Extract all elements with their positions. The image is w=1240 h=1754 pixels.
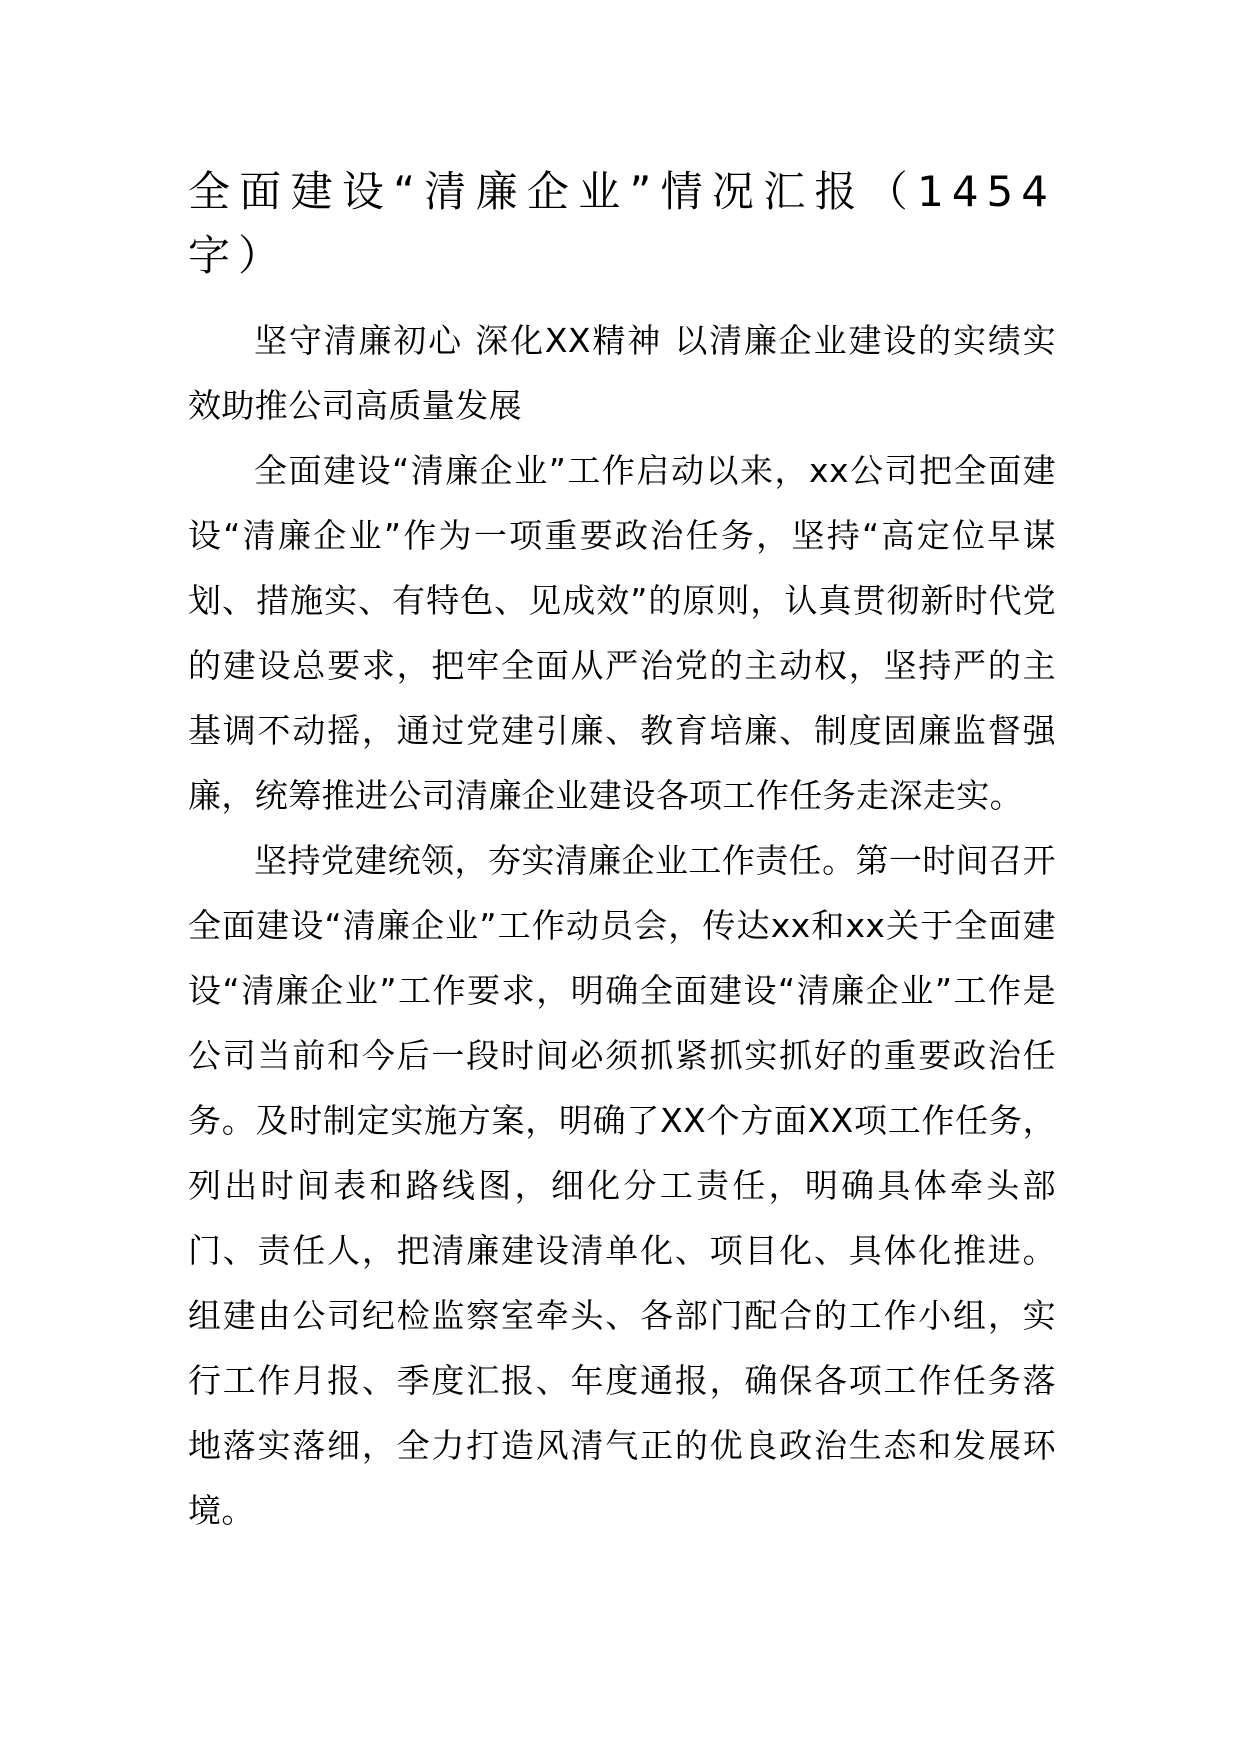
body-paragraph: 坚持党建统领，夯实清廉企业工作责任。第一时间召开全面建设“清廉企业”工作动员会，传达xx和xx关于全面建设“清廉企业”工作要求，明确全面建设“清廉企业”工作是公司当前和今后一段时间必须抓紧抓实抓好的重要政治任务。及时制定实施方案，明确了XX个方面XX项工作任务，列出时间表和路线图，细化分工责任，明确具体牵头部门、责任人，把清廉建设清单化、项目化、具体化推进。组建由公司纪检监察室牵头、各部门配合的工作小组，实行工作月报、季度汇报、年度通报，确保各项工作任务落地落实落细，全力打造风清气正的优良政治生态和发展环境。 — [188, 841, 1056, 1530]
intro-paragraph: 全面建设“清廉企业”工作启动以来，xx公司把全面建设“清廉企业”作为一项重要政治任务，坚持“高定位早谋划、措施实、有特色、见成效”的原则，认真贯彻新时代党的建设总要求，把牢全面从严治党的主动权，坚持严的主基调不动摇，通过党建引廉、教育培廉、制度固廉监督强廉，统筹推进公司清廉企业建设各项工作任务走深走实。 — [188, 451, 1056, 815]
document-body — [188, 160, 1056, 1543]
document-title: 全面建设“清廉企业”情况汇报（1454字） — [188, 167, 1056, 280]
subtitle-paragraph: 坚守清廉初心 深化XX精神 以清廉企业建设的实绩实效助推公司高质量发展 — [188, 321, 1056, 425]
